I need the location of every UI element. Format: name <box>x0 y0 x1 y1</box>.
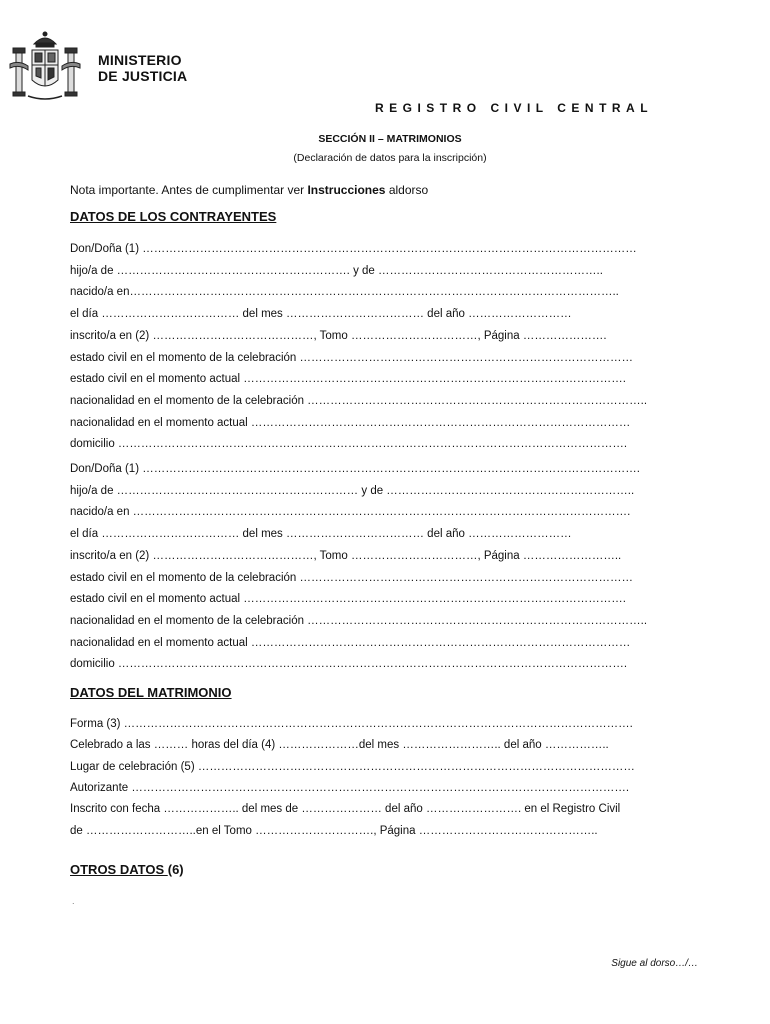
contrayente-1-field-line[interactable]: hijo/a de ……………………………………………………. y de ………………………………………………….. <box>70 264 603 277</box>
contrayente-2-field-line[interactable]: estado civil en el momento actual ………………………………………………………………………………………. <box>70 593 626 606</box>
note-prefix: Nota importante. Antes de cumplimentar ver <box>70 183 308 197</box>
contrayente-2-field-line[interactable]: nacionalidad en el momento actual ……………………………………………………………………………………… <box>70 636 631 649</box>
contrayente-1-field-line[interactable]: inscrito/a en (2) ……………………………………, Tomo ……………………………, Página …………………. <box>70 329 607 342</box>
matrimonio-field-line[interactable]: de ………………………..en el Tomo …………………………., Página ……………………………………….. <box>70 824 598 837</box>
contrayente-1-field-line[interactable]: domicilio ……………………………………………………………………………………………………………………. <box>70 438 628 451</box>
matrimonio-field-line[interactable]: Forma (3) ……………………………………………………………………………………………………………………. <box>70 718 633 730</box>
contrayente-2-field-line[interactable]: domicilio ……………………………………………………………………………………………………………………. <box>70 658 628 671</box>
section-title-text: SECCIÓN II – MATRIMONIOS <box>318 133 462 145</box>
stray-mark: . <box>72 896 75 906</box>
matrimonio-field-line[interactable]: Lugar de celebración (5) …………………………………………………………………………………………………… <box>70 760 635 773</box>
section-title <box>0 133 770 145</box>
otros-heading-suffix: (6) <box>167 862 184 877</box>
contrayente-2-field-line[interactable]: hijo/a de ……………………………………………………… y de ……………………………………………………….. <box>70 484 635 497</box>
contrayente-2-field-line[interactable]: Don/Doña (1) …………………………………………………………………………………………………………………. <box>70 463 640 475</box>
matrimonio-field-line[interactable]: Celebrado a las ……… horas del día (4) …………………del mes …………………….. del año …………….. <box>70 739 609 752</box>
important-note <box>70 183 428 197</box>
matrimonio-field-line[interactable]: Inscrito con fecha ……………….. del mes de ………………… del año ……………………. en el Registro Civil <box>70 803 621 816</box>
document-subtitle-text: (Declaración de datos para la inscripción) <box>293 152 487 164</box>
ministry-line1: MINISTERIO <box>98 52 182 68</box>
contrayente-2-field-line[interactable]: el día ……………………………… del mes ……………………………… del año ……………………… <box>70 528 572 541</box>
document-subtitle <box>0 152 770 164</box>
contrayente-1-field-line[interactable]: estado civil en el momento de la celebración …………………………………………………………………………… <box>70 351 633 364</box>
contrayente-1-field-line[interactable]: nacido/a en……………………………………………………………………………………………………………….. <box>70 286 619 299</box>
document-title <box>0 101 770 115</box>
contrayente-1-field-line[interactable]: el día ……………………………… del mes ……………………………… del año ……………………… <box>70 308 572 321</box>
coat-of-arms-logo <box>8 30 82 106</box>
otros-heading <box>70 862 184 877</box>
contrayentes-heading: DATOS DE LOS CONTRAYENTES <box>70 209 277 224</box>
ministry-line2: DE JUSTICIA <box>98 68 188 84</box>
matrimonio-field-line[interactable]: Autorizante …………………………………………………………………………………………………………………. <box>70 781 630 794</box>
contrayente-2-field-line[interactable]: estado civil en el momento de la celebración …………………………………………………………………………… <box>70 571 633 584</box>
contrayente-1-field-line[interactable]: nacionalidad en el momento actual ……………………………………………………………………………………… <box>70 416 631 429</box>
contrayente-1-field-line[interactable]: nacionalidad en el momento de la celebración …………………………………………………………………………….. <box>70 394 648 407</box>
ministry-name <box>98 52 187 84</box>
contrayente-1-field-line[interactable]: Don/Doña (1) ………………………………………………………………………………………………………………… <box>70 243 637 255</box>
document-title-text: REGISTRO CIVIL CENTRAL <box>374 101 654 115</box>
otros-heading-text: OTROS DATOS <box>70 862 168 877</box>
note-suffix: aldorso <box>385 183 429 197</box>
contrayente-2-field-line[interactable]: inscrito/a en (2) ……………………………………, Tomo ……………………………, Página …………………….. <box>70 549 622 562</box>
matrimonio-heading: DATOS DEL MATRIMONIO <box>70 685 232 700</box>
contrayente-1-field-line[interactable]: estado civil en el momento actual ………………………………………………………………………………………. <box>70 373 626 386</box>
contrayente-2-field-line[interactable]: nacionalidad en el momento de la celebración …………………………………………………………………………….. <box>70 614 648 627</box>
continue-note: Sigue al dorso…/… <box>611 958 698 969</box>
note-instructions: Instrucciones <box>307 183 386 197</box>
contrayente-2-field-line[interactable]: nacido/a en …………………………………………………………………………………………………………………. <box>70 506 631 519</box>
